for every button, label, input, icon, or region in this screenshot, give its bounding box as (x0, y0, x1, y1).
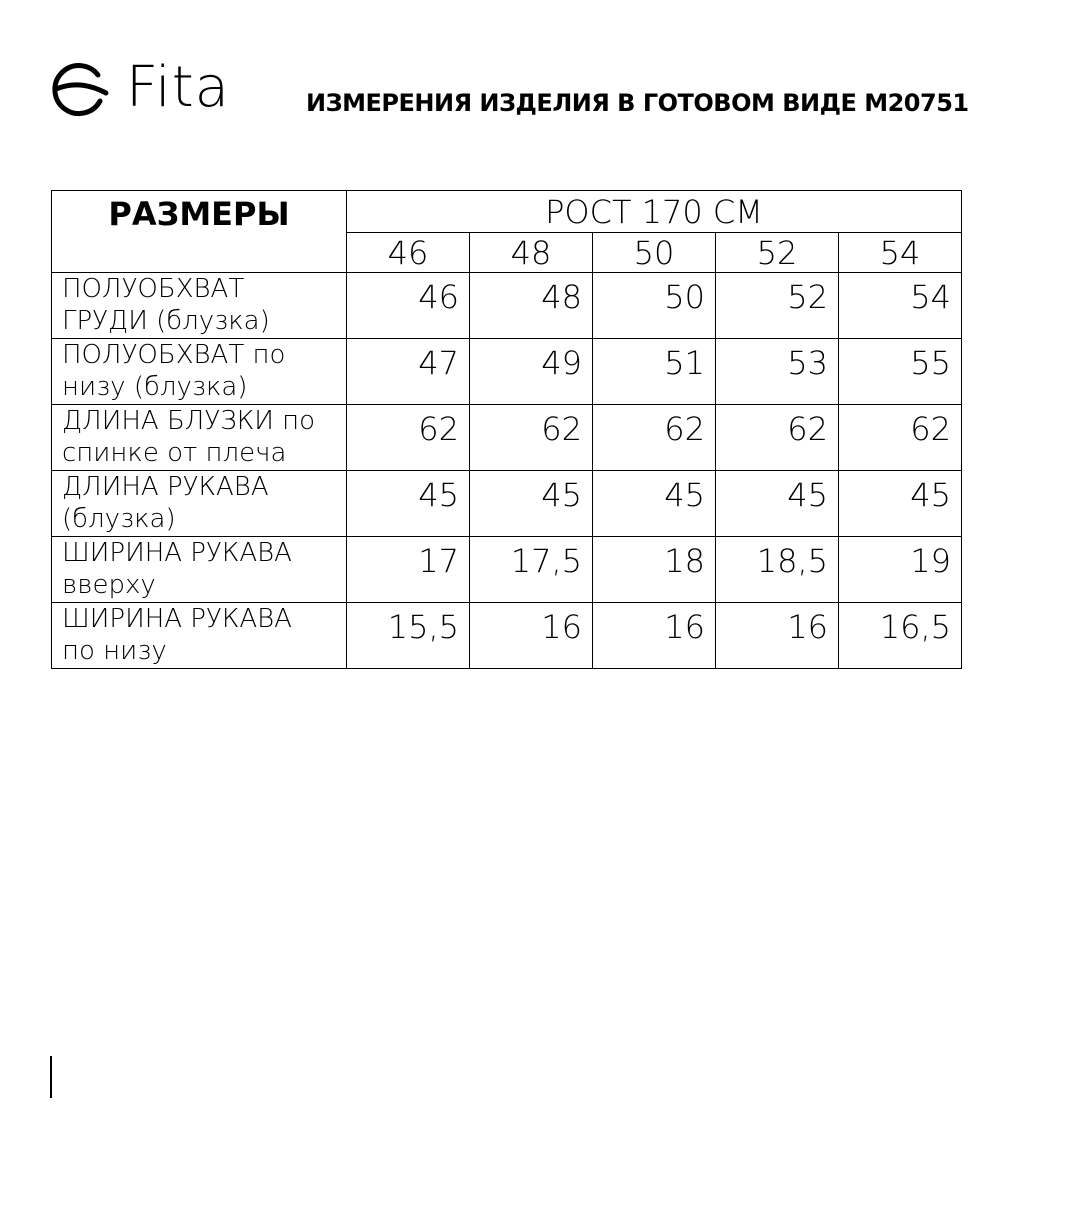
sizes-header: РАЗМЕРЫ (52, 191, 347, 273)
label-line: ДЛИНА БЛУЗКИ по (62, 406, 316, 436)
brand-logo (50, 55, 250, 125)
value-cell: 62 (716, 405, 839, 471)
value-cell: 18,5 (716, 537, 839, 603)
measurement-label (52, 471, 347, 537)
label-line: ДЛИНА РУКАВА (62, 472, 269, 502)
label-line: вверху (62, 570, 156, 600)
value-cell: 51 (593, 339, 716, 405)
label-line: ШИРИНА РУКАВА (62, 604, 292, 634)
label-line: ПОЛУОБХВАТ (62, 274, 245, 304)
value-cell: 45 (347, 471, 470, 537)
label-line: ГРУДИ (блузка) (62, 306, 270, 336)
size-header-cell: 52 (716, 233, 839, 273)
value-cell: 48 (470, 273, 593, 339)
value-cell: 50 (593, 273, 716, 339)
value-cell: 19 (839, 537, 962, 603)
table-row (52, 273, 962, 339)
value-cell: 49 (470, 339, 593, 405)
value-cell: 18 (593, 537, 716, 603)
height-header: РОСТ 170 СМ (347, 191, 962, 233)
value-cell: 16 (470, 603, 593, 669)
table-row (52, 537, 962, 603)
text-cursor (50, 1056, 52, 1098)
label-line: ШИРИНА РУКАВА (62, 538, 292, 568)
table-row (52, 405, 962, 471)
label-line: по низу (62, 636, 167, 666)
value-cell: 17,5 (470, 537, 593, 603)
value-cell: 17 (347, 537, 470, 603)
size-header-cell: 48 (470, 233, 593, 273)
header-row (52, 191, 962, 233)
value-cell: 62 (593, 405, 716, 471)
label-line: спинке от плеча (62, 438, 287, 468)
size-header-cell: 46 (347, 233, 470, 273)
value-cell: 16 (593, 603, 716, 669)
value-cell: 45 (470, 471, 593, 537)
size-chart-table (51, 190, 962, 669)
value-cell: 16,5 (839, 603, 962, 669)
label-line: (блузка) (62, 504, 176, 534)
value-cell: 53 (716, 339, 839, 405)
value-cell: 52 (716, 273, 839, 339)
fita-logo-icon (50, 59, 110, 119)
value-cell: 45 (593, 471, 716, 537)
value-cell: 15,5 (347, 603, 470, 669)
value-cell: 55 (839, 339, 962, 405)
value-cell: 62 (347, 405, 470, 471)
value-cell: 47 (347, 339, 470, 405)
value-cell: 16 (716, 603, 839, 669)
value-cell: 45 (839, 471, 962, 537)
document-title: ИЗМЕРЕНИЯ ИЗДЕЛИЯ В ГОТОВОМ ВИДЕ М20751 (306, 89, 969, 117)
value-cell: 46 (347, 273, 470, 339)
measurement-label (52, 273, 347, 339)
measurement-label (52, 537, 347, 603)
table-row (52, 603, 962, 669)
value-cell: 54 (839, 273, 962, 339)
measurement-label (52, 603, 347, 669)
measurement-label (52, 339, 347, 405)
size-header-cell: 54 (839, 233, 962, 273)
label-line: низу (блузка) (62, 372, 248, 402)
value-cell: 45 (716, 471, 839, 537)
table-row (52, 339, 962, 405)
value-cell: 62 (470, 405, 593, 471)
brand-name: Fita (126, 55, 230, 120)
size-header-cell: 50 (593, 233, 716, 273)
measurement-label (52, 405, 347, 471)
label-line: ПОЛУОБХВАТ по (62, 340, 286, 370)
table-row (52, 471, 962, 537)
value-cell: 62 (839, 405, 962, 471)
